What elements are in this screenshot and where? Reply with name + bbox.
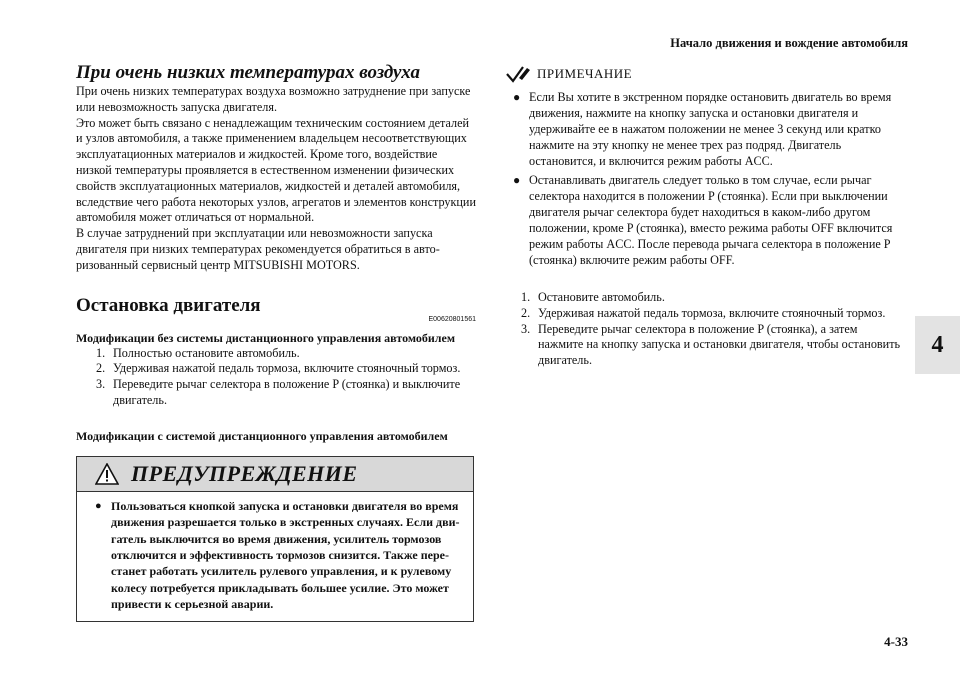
chapter-tab (915, 316, 960, 374)
note-text: Останавливать двигатель следует только в том случае, если рычаг селектора находится в положении P (стоянка). Если при выключении двигателя рычаг селектора будет находиться в каком-либо другом положении, кроме P (стоянка), вместо режима работы OFF включится режим работы ACC. После перевода рычага селектора в положение P (стоянка) включите режим работы OFF. (529, 173, 893, 267)
step-item (505, 306, 905, 322)
note-title: ПРИМЕЧАНИЕ (537, 66, 633, 81)
right-column (505, 62, 905, 369)
step-number: 1. (521, 290, 531, 304)
warning-text: Пользоваться кнопкой запуска и остановки двигателя во время движения разрешается только в экстренных случаях. Если двигатель выключится во время движения, усилитель тормозов отключится и эффективность тормозов снизится. Также перестанет работать усилитель рулевого управления, и к рулевому колесу потребуется прикладывать большее усилие. Это может привести к серьезной аварии. (111, 498, 460, 612)
step-item (76, 346, 476, 362)
section-title-low-temperature: При очень низких температурах воздуха (76, 62, 420, 83)
warning-title: ПРЕДУПРЕЖДЕНИЕ (131, 460, 358, 486)
section-title-engine-stop: Остановка двигателя (76, 294, 261, 316)
step-text: Остановите автомобиль. (538, 290, 665, 304)
warning-triangle-icon (95, 463, 119, 485)
bullet-icon: ● (513, 173, 521, 187)
step-number: 1. (96, 345, 106, 360)
step-text: Удерживая нажатой педаль тормоза, включите стояночный тормоз. (113, 361, 461, 376)
warning-header (77, 457, 473, 492)
step-item (505, 322, 905, 369)
subheading-with-remote: Модификации с системой дистанционного управления автомобилем (76, 428, 448, 443)
chapter-number: 4 (931, 331, 944, 358)
section-code: E00620801561 (428, 315, 476, 323)
step-item (76, 361, 476, 377)
step-number: 2. (96, 361, 106, 376)
step-text: Удерживая нажатой педаль тормоза, включите стояночный тормоз. (538, 305, 886, 320)
step-text: Переведите рычаг селектора в положение P (стоянка) и выключите двигатель. (113, 377, 461, 407)
paragraph: Это может быть связано с ненадлежащим техническим состоянием деталей и узлов автомобиля, а также применением владельцем несоответствующих эксплуатационных материалов и жидкостей. Кроме того, воздействие низкой температуры проявляется в естественном изменении физических свойств эксплуатационных материалов, жидкостей и деталей автомобиля, вследствие чего работа некоторых узлов, агрегатов и элементов конструкции автомобиля может отличаться от нормальной. (76, 115, 476, 225)
note-item (505, 172, 905, 268)
step-number: 2. (521, 305, 531, 320)
running-header: Начало движения и вождение автомобиля (670, 36, 908, 50)
step-text: Переведите рычаг селектора в положение P (стоянка), а затем нажмите на кнопку запуска и остановки двигателя, чтобы остановить двигатель. (538, 321, 901, 368)
step-number: 3. (521, 321, 531, 336)
warning-box (76, 456, 474, 622)
note-header (505, 62, 905, 86)
bullet-icon: ● (95, 499, 102, 512)
step-text: Полностью остановите автомобиль. (113, 345, 300, 360)
step-item (76, 377, 476, 409)
step-number: 3. (96, 377, 106, 392)
left-column (76, 62, 476, 622)
note-text: Если Вы хотите в экстренном порядке остановить двигатель во время движения, нажмите на кнопку запуска и остановки двигателя и удерживайте ее в нажатом положении не менее 3 секунд или кратко нажмите на эту кнопку не менее трех раз подряд. Двигатель остановится, и включится режим работы ACC. (529, 90, 892, 168)
page-number: 4-33 (884, 634, 908, 649)
step-item (505, 290, 905, 306)
subheading-without-remote: Модификации без системы дистанционного управления автомобилем (76, 330, 456, 345)
engine-stop-steps (505, 290, 905, 369)
paragraph: При очень низких температурах воздуха возможно затруднение при запуске или невозможность запуска двигателя. (76, 84, 471, 114)
pencil-check-icon (505, 64, 531, 84)
bullet-icon: ● (513, 90, 521, 104)
note-item (505, 89, 905, 169)
warning-body (77, 492, 473, 621)
paragraph: В случае затруднений при эксплуатации или невозможности запуска двигателя при низких температурах рекомендуется обратиться в авторизованный сервисный центр MITSUBISHI MOTORS. (76, 226, 440, 272)
